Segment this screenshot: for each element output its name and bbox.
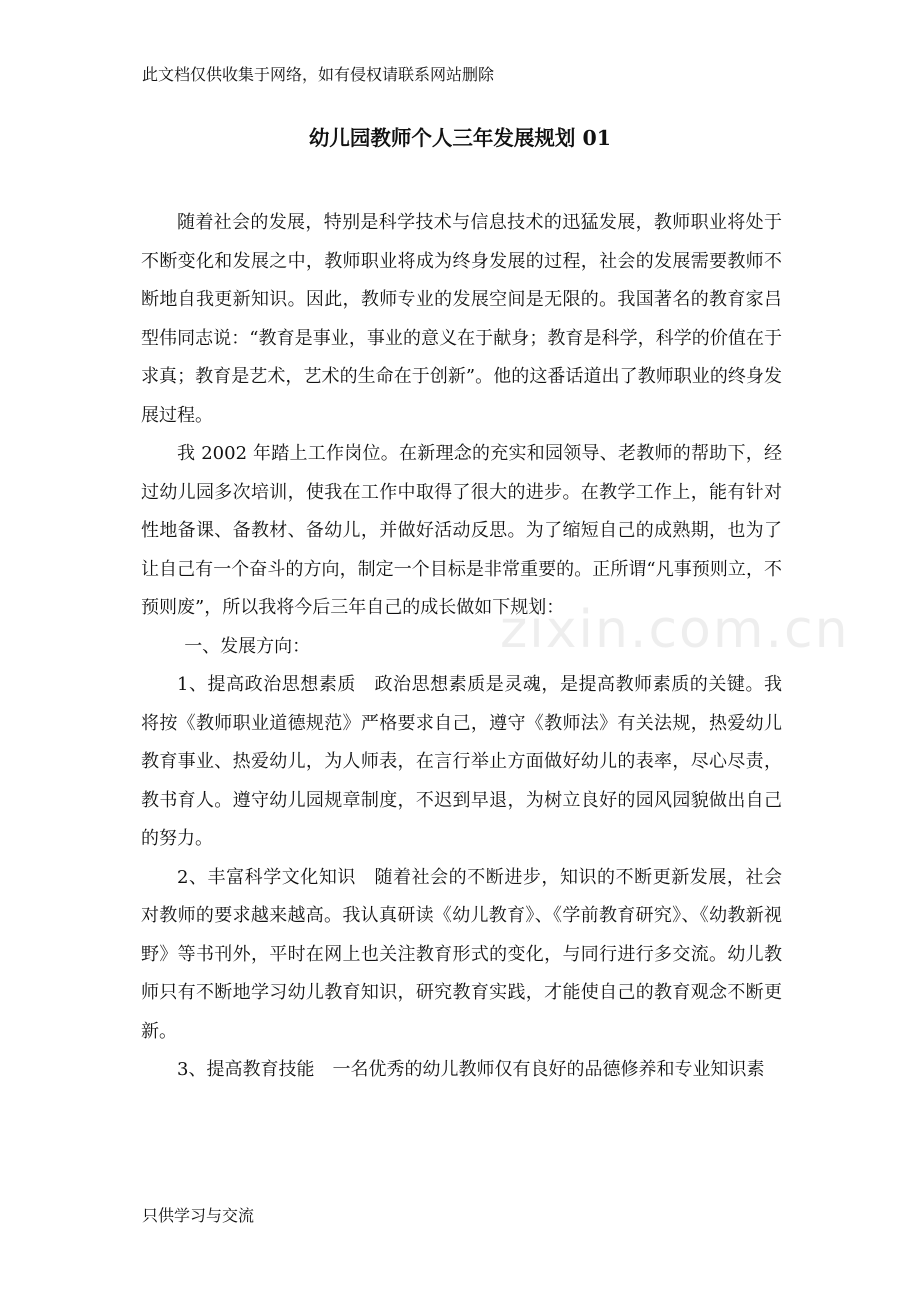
paragraph-intro: 随着社会的发展，特别是科学技术与信息技术的迅猛发展，教师职业将处于不断变化和发展之中，教师职业将成为终身发展的过程，社会的发展需要教师不断地自我更新知识。因此，教师专业的发展空间是无限的。我国著名的教育家吕型伟同志说：“教育是事业，事业的意义在于献身；教育是科学，科学的价值在于求真；教育是艺术，艺术的生命在于创新”。他的这番话道出了教师职业的终身发展过程。 [141,212,782,426]
section-heading-direction: 一、发展方向： [184,635,311,657]
document-title: 幼儿园教师个人三年发展规划 01 [308,126,612,150]
paragraph-item-1: 1、提高政治思想素质 政治思想素质是灵魂，是提高教师素质的关键。我将按《教师职业道德规范》严格要求自己，遵守《教师法》有关法规，热爱幼儿教育事业、热爱幼儿，为人师表，在言行举止方面做好幼儿的表率，尽心尽责，教书育人。遵守幼儿园规章制度，不迟到早退，为树立良好的园风园貌做出自己的努力。 [141,674,782,849]
document-body [141,204,782,1090]
paragraph-background: 我 2002 年踏上工作岗位。在新理念的充实和园领导、老教师的帮助下，经过幼儿园多次培训，使我在工作中取得了很大的进步。在教学工作上，能有针对性地备课、备教材、备幼儿，并做好活动反思。为了缩短自己的成熟期，也为了让自己有一个奋斗的方向，制定一个目标是非常重要的。正所谓“凡事预则立，不预则废”，所以我将今后三年自己的成长做如下规划： [141,443,782,618]
paragraph-item-2: 2、丰富科学文化知识 随着社会的不断进步，知识的不断更新发展，社会对教师的要求越来越高。我认真研读《幼儿教育》、《学前教育研究》、《幼教新视野》等书刊外，平时在网上也关注教育形式的变化，与同行进行多交流。幼儿教师只有不断地学习幼儿教育知识，研究教育实践，才能使自己的教育观念不断更新。 [141,866,782,1042]
paragraph-item-3: 3、提高教育技能 一名优秀的幼儿教师仅有良好的品德修养和专业知识素 [177,1059,765,1080]
footer-note: 只供学习与交流 [142,1206,255,1225]
header-disclaimer: 此文档仅供收集于网络，如有侵权请联系网站删除 [142,65,495,84]
watermark: zixin.com.cn [500,600,850,660]
